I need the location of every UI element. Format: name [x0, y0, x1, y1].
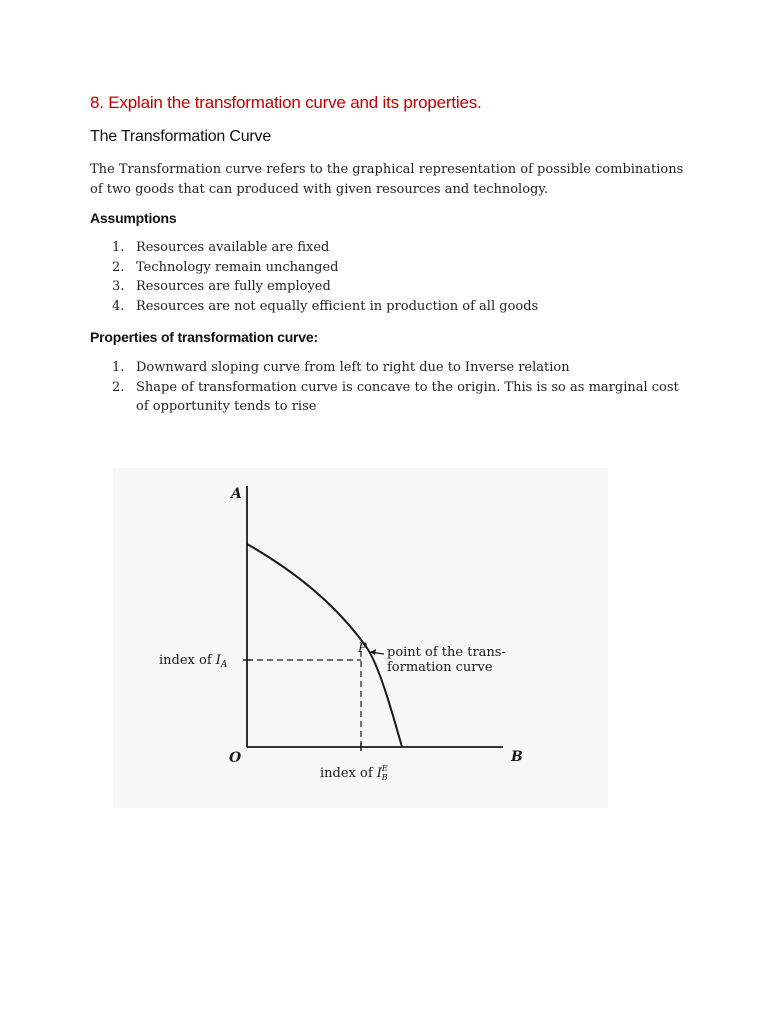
list-item — [90, 378, 690, 417]
list-item — [90, 358, 690, 378]
properties-list — [90, 358, 690, 417]
section-heading: The Transformation Curve — [90, 128, 272, 145]
list-item-number: 2. — [112, 379, 125, 395]
origin-label: O — [229, 750, 242, 766]
intro-paragraph: The Transformation curve refers to the graphical representation of possible combinations of two goods that can produced with given resources and technology. — [90, 162, 684, 197]
list-item-number: 1. — [112, 360, 125, 375]
properties-heading: Properties of transformation curve: — [90, 329, 318, 345]
list-item — [90, 238, 690, 258]
list-item-number: 4. — [112, 299, 125, 315]
point-annotation-line2: formation curve — [387, 660, 493, 675]
list-item-number: 3. — [112, 279, 125, 295]
list-item-text: Shape of transformation curve is concave to the origin. This is so as marginal cost of opportunity tends to rise — [136, 379, 679, 415]
list-item — [90, 258, 690, 278]
point-annotation-line1: point of the trans- — [387, 645, 506, 660]
list-item-number: 2. — [112, 259, 125, 275]
assumptions-heading: Assumptions — [90, 210, 177, 226]
list-item-text: Downward sloping curve from left to right due to Inverse relation — [136, 360, 570, 375]
y-axis-label: A — [231, 486, 242, 502]
list-item-text: Technology remain unchanged — [136, 259, 339, 275]
list-item-number: 1. — [112, 240, 125, 255]
list-item — [90, 277, 690, 297]
x-axis-label: B — [511, 749, 523, 765]
question-heading: 8. Explain the transformation curve and its properties. — [90, 93, 482, 112]
list-item-text: Resources available are fixed — [136, 240, 330, 255]
transformation-curve-figure — [113, 468, 608, 808]
list-item-text: Resources are fully employed — [136, 279, 331, 295]
list-item-text: Resources are not equally efficient in production of all goods — [136, 299, 539, 315]
point-label: P — [358, 641, 367, 656]
x-index-label: index of $I^E$ B — [320, 764, 388, 782]
transformation-curve-diagram — [113, 468, 608, 808]
assumptions-list — [90, 238, 690, 317]
list-item — [90, 297, 690, 317]
y-index-label: index of $I_A$ — [159, 653, 228, 670]
